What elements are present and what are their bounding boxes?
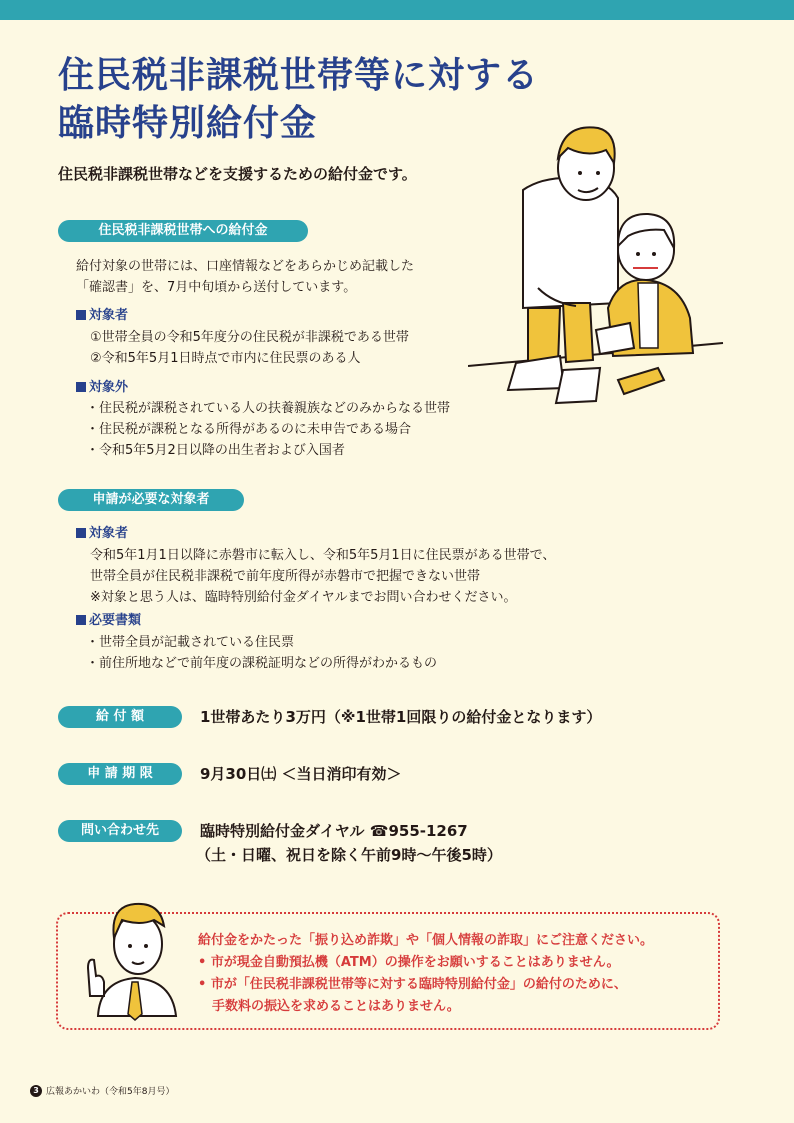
top-bar — [0, 0, 794, 20]
section1-intro-line1: 給付対象の世帯には、口座情報などをあらかじめ記載した — [76, 259, 415, 274]
section-label-nontaxable: 住民税非課税世帯への給付金 — [58, 220, 308, 242]
fraud-notice-text: 給付金をかたった「振り込め詐欺」や「個人情報の詐取」にご注意ください。 • 市が現金自動預払機（ATM）の操作をお願いすることはありません。 • 市が「住民税非課税世帯等に対する臨時特別給付金」の給付のために、 手数料の振込を求めることはありません。 — [198, 933, 654, 1014]
section2-line2: 世帯全員が住民税非課税で前年度所得が赤磐市で把握できない世帯 — [90, 569, 481, 584]
section2-target-heading: 対象者 — [76, 524, 128, 544]
amount-value: 1世帯あたり3万円（※1世帯1回限りの給付金となります） — [200, 708, 602, 726]
section2-line3: ※対象と思う人は、臨時特別給付金ダイヤルまでお問い合わせください。 — [90, 590, 517, 605]
lead-text: 住民税非課税世帯などを支援するための給付金です。 — [58, 165, 417, 183]
footer — [30, 1084, 174, 1097]
section2-docs-heading: 必要書類 — [76, 611, 141, 631]
contact-label: 問い合わせ先 — [58, 820, 182, 842]
amount-label: 給 付 額 — [58, 706, 182, 728]
section1-excluded-heading: 対象外 — [76, 378, 128, 398]
deadline-value: 9月30日㈯ ＜当日消印有効＞ — [200, 765, 402, 783]
section1-excluded-list — [86, 398, 450, 461]
section1-target-2: ②令和5年5月1日時点で市内に住民票のある人 — [90, 351, 361, 366]
list-item: ・ 令和5年5月2日以降の出生者および入国者 — [86, 440, 450, 461]
man-pointing-illustration-icon — [80, 896, 190, 1021]
page-number: 3 — [30, 1085, 42, 1097]
page-title: 住民税非課税世帯等に対する 臨時特別給付金 — [58, 55, 540, 144]
square-icon — [76, 310, 86, 320]
list-item: ・ 前住所地などで前年度の課税証明などの所得がわかるもの — [86, 653, 437, 674]
square-icon — [76, 382, 86, 392]
contact-line1: 臨時特別給付金ダイヤル ☎955-1267 — [200, 822, 468, 840]
deadline-label: 申 請 期 限 — [58, 763, 182, 785]
section2-docs-list — [86, 632, 437, 674]
list-item: ・ 住民税が課税されている人の扶養親族などのみからなる世帯 — [86, 398, 450, 419]
section2-line1: 令和5年1月1日以降に赤磐市に転入し、令和5年5月1日に住民票がある世帯で、 — [90, 548, 556, 563]
section1-target-1: ①世帯全員の令和5年度分の住民税が非課税である世帯 — [90, 330, 409, 345]
list-item: ・ 世帯全員が記載されている住民票 — [86, 632, 437, 653]
section1-intro-line2: 「確認書」を、7月中旬頃から送付しています。 — [76, 280, 357, 295]
contact-line2: （土・日曜、祝日を除く午前9時～午後5時） — [196, 846, 502, 864]
footer-text: 広報あかいわ（令和5年8月号） — [46, 1087, 175, 1097]
list-item: ・ 住民税が課税となる所得があるのに未申告である場合 — [86, 419, 450, 440]
section1-target-heading: 対象者 — [76, 306, 128, 326]
square-icon — [76, 615, 86, 625]
couple-illustration-icon — [468, 118, 728, 408]
square-icon — [76, 528, 86, 538]
section-label-application-required: 申請が必要な対象者 — [58, 489, 244, 511]
